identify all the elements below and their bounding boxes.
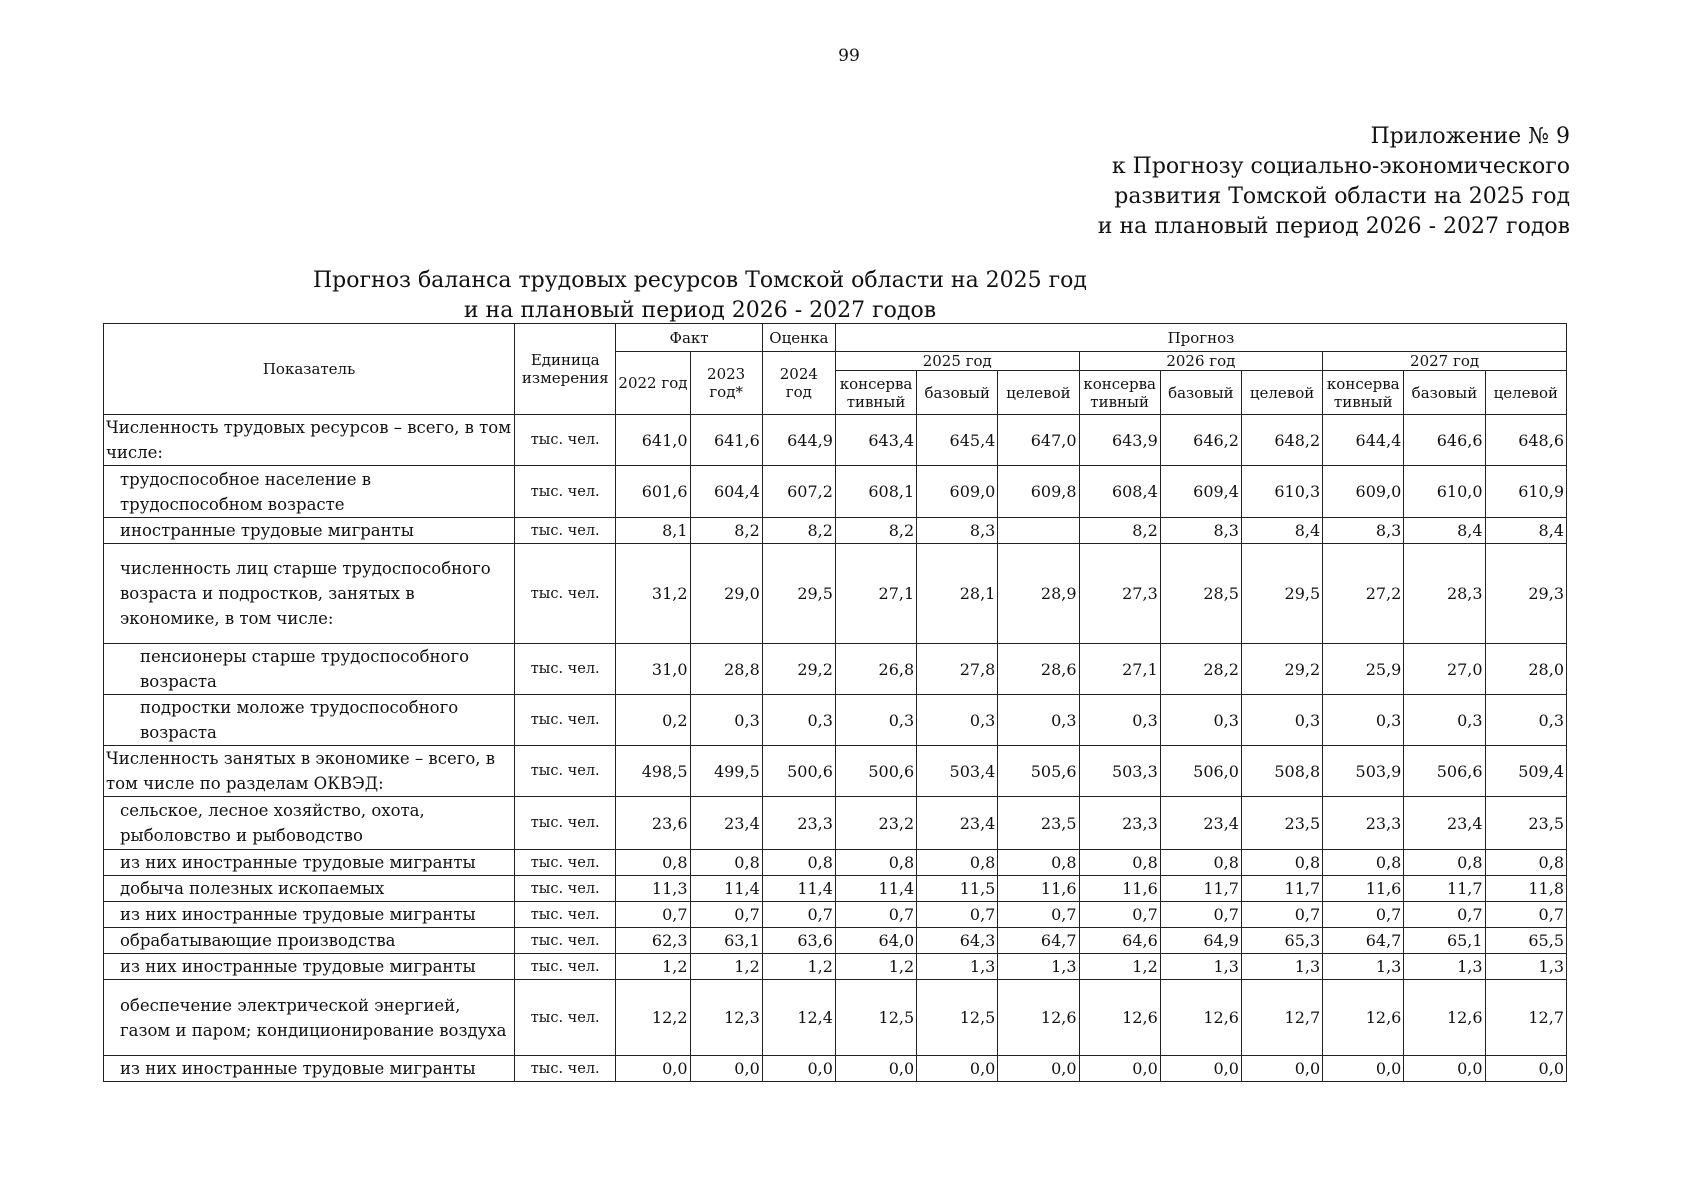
value-cell: 12,5 (835, 980, 916, 1056)
value-cell: 610,3 (1241, 466, 1322, 518)
value-cell: 0,0 (835, 1056, 916, 1082)
value-cell: 0,3 (1241, 695, 1322, 746)
header-2027: 2027 год (1323, 352, 1567, 371)
value-cell: 0,0 (998, 1056, 1079, 1082)
value-cell: 11,7 (1404, 876, 1485, 902)
value-cell: 8,4 (1241, 518, 1322, 544)
unit-cell: тыс. чел. (515, 1056, 616, 1082)
indicator-cell: обрабатывающие производства (104, 928, 515, 954)
value-cell: 64,9 (1160, 928, 1241, 954)
value-cell: 1,3 (1404, 954, 1485, 980)
value-cell: 63,1 (690, 928, 762, 954)
value-cell: 509,4 (1485, 746, 1566, 797)
value-cell: 11,8 (1485, 876, 1566, 902)
value-cell: 8,2 (690, 518, 762, 544)
table-row (104, 1056, 1567, 1082)
value-cell: 28,0 (1485, 644, 1566, 695)
value-cell: 0,7 (690, 902, 762, 928)
value-cell: 31,0 (616, 644, 690, 695)
value-cell: 27,0 (1404, 644, 1485, 695)
value-cell: 27,8 (917, 644, 998, 695)
value-cell: 645,4 (917, 415, 998, 466)
value-cell: 0,8 (690, 850, 762, 876)
value-cell: 23,3 (1323, 797, 1404, 850)
table-row (104, 902, 1567, 928)
appendix-line-2: к Прогнозу социально-экономического (1111, 154, 1570, 179)
value-cell: 0,0 (762, 1056, 835, 1082)
value-cell: 8,3 (917, 518, 998, 544)
value-cell: 0,7 (616, 902, 690, 928)
unit-cell: тыс. чел. (515, 980, 616, 1056)
value-cell: 0,3 (1323, 695, 1404, 746)
value-cell: 65,5 (1485, 928, 1566, 954)
value-cell: 601,6 (616, 466, 690, 518)
appendix-block (1098, 122, 1570, 242)
indicator-cell: Численность трудовых ресурсов – всего, в том числе: (104, 415, 515, 466)
value-cell: 608,1 (835, 466, 916, 518)
value-cell: 0,7 (998, 902, 1079, 928)
value-cell: 503,4 (917, 746, 998, 797)
value-cell: 0,7 (1079, 902, 1160, 928)
value-cell: 641,0 (616, 415, 690, 466)
value-cell: 23,4 (1404, 797, 1485, 850)
value-cell: 29,2 (762, 644, 835, 695)
table-row (104, 797, 1567, 850)
value-cell: 0,7 (1241, 902, 1322, 928)
value-cell: 1,3 (998, 954, 1079, 980)
value-cell: 0,3 (835, 695, 916, 746)
value-cell: 610,9 (1485, 466, 1566, 518)
value-cell: 646,6 (1404, 415, 1485, 466)
value-cell: 12,6 (1404, 980, 1485, 1056)
value-cell: 27,3 (1079, 544, 1160, 644)
value-cell: 0,7 (917, 902, 998, 928)
value-cell: 12,4 (762, 980, 835, 1056)
unit-cell: тыс. чел. (515, 902, 616, 928)
table-row (104, 644, 1567, 695)
value-cell: 12,6 (1079, 980, 1160, 1056)
value-cell: 0,3 (917, 695, 998, 746)
unit-cell: тыс. чел. (515, 415, 616, 466)
value-cell: 0,3 (998, 695, 1079, 746)
document-title (0, 266, 1400, 326)
value-cell: 8,1 (616, 518, 690, 544)
value-cell: 23,4 (917, 797, 998, 850)
table-row (104, 544, 1567, 644)
value-cell: 11,4 (835, 876, 916, 902)
header-2022: 2022 год (616, 352, 690, 415)
value-cell: 23,4 (690, 797, 762, 850)
value-cell: 503,3 (1079, 746, 1160, 797)
value-cell: 8,2 (835, 518, 916, 544)
value-cell: 64,0 (835, 928, 916, 954)
value-cell: 12,2 (616, 980, 690, 1056)
indicator-cell: пенсионеры старше трудоспособного возраста (104, 644, 515, 695)
value-cell: 0,0 (690, 1056, 762, 1082)
value-cell: 27,1 (835, 544, 916, 644)
value-cell: 609,0 (917, 466, 998, 518)
value-cell: 29,2 (1241, 644, 1322, 695)
value-cell: 8,4 (1485, 518, 1566, 544)
indicator-cell: трудоспособное население в трудоспособном возрасте (104, 466, 515, 518)
value-cell: 0,2 (616, 695, 690, 746)
value-cell: 27,2 (1323, 544, 1404, 644)
value-cell: 28,1 (917, 544, 998, 644)
value-cell: 0,3 (1160, 695, 1241, 746)
unit-cell: тыс. чел. (515, 954, 616, 980)
header-2026-conservative: консерва тивный (1079, 371, 1160, 415)
value-cell: 0,8 (1160, 850, 1241, 876)
value-cell: 29,3 (1485, 544, 1566, 644)
value-cell: 644,9 (762, 415, 835, 466)
value-cell (998, 518, 1079, 544)
unit-cell: тыс. чел. (515, 850, 616, 876)
table-row (104, 746, 1567, 797)
unit-cell: тыс. чел. (515, 544, 616, 644)
indicator-cell: подростки моложе трудоспособного возраста (104, 695, 515, 746)
value-cell: 0,0 (1323, 1056, 1404, 1082)
value-cell: 0,8 (835, 850, 916, 876)
value-cell: 643,9 (1079, 415, 1160, 466)
value-cell: 12,6 (1160, 980, 1241, 1056)
value-cell: 23,2 (835, 797, 916, 850)
unit-cell: тыс. чел. (515, 797, 616, 850)
value-cell: 0,3 (1485, 695, 1566, 746)
table-row (104, 954, 1567, 980)
value-cell: 0,0 (917, 1056, 998, 1082)
value-cell: 11,4 (690, 876, 762, 902)
value-cell: 12,7 (1485, 980, 1566, 1056)
value-cell: 0,3 (762, 695, 835, 746)
value-cell: 65,1 (1404, 928, 1485, 954)
value-cell: 11,6 (1079, 876, 1160, 902)
value-cell: 609,0 (1323, 466, 1404, 518)
value-cell: 506,0 (1160, 746, 1241, 797)
value-cell: 25,9 (1323, 644, 1404, 695)
value-cell: 11,4 (762, 876, 835, 902)
table-row (104, 466, 1567, 518)
value-cell: 11,5 (917, 876, 998, 902)
table-row (104, 928, 1567, 954)
value-cell: 12,6 (998, 980, 1079, 1056)
appendix-line-3: развития Томской области на 2025 год (1114, 184, 1570, 209)
table-row (104, 980, 1567, 1056)
value-cell: 1,2 (762, 954, 835, 980)
value-cell: 505,6 (998, 746, 1079, 797)
value-cell: 27,1 (1079, 644, 1160, 695)
table-row (104, 695, 1567, 746)
value-cell: 64,6 (1079, 928, 1160, 954)
value-cell: 0,7 (1323, 902, 1404, 928)
value-cell: 604,4 (690, 466, 762, 518)
value-cell: 64,3 (917, 928, 998, 954)
value-cell: 1,2 (835, 954, 916, 980)
value-cell: 64,7 (1323, 928, 1404, 954)
value-cell: 29,5 (1241, 544, 1322, 644)
value-cell: 610,0 (1404, 466, 1485, 518)
appendix-line-1: Приложение № 9 (1370, 124, 1570, 149)
value-cell: 23,3 (1079, 797, 1160, 850)
value-cell: 12,5 (917, 980, 998, 1056)
value-cell: 0,0 (616, 1056, 690, 1082)
value-cell: 8,4 (1404, 518, 1485, 544)
value-cell: 29,5 (762, 544, 835, 644)
value-cell: 1,3 (1241, 954, 1322, 980)
value-cell: 12,6 (1323, 980, 1404, 1056)
header-fact: Факт (616, 324, 762, 352)
header-2026-base: базовый (1160, 371, 1241, 415)
header-2026: 2026 год (1079, 352, 1323, 371)
value-cell: 8,2 (1079, 518, 1160, 544)
header-2024: 2024 год (762, 352, 835, 415)
value-cell: 0,0 (1160, 1056, 1241, 1082)
appendix-line-4: и на плановый период 2026 - 2027 годов (1097, 214, 1570, 239)
value-cell: 0,8 (1323, 850, 1404, 876)
value-cell: 11,6 (998, 876, 1079, 902)
value-cell: 12,7 (1241, 980, 1322, 1056)
indicator-cell: из них иностранные трудовые мигранты (104, 902, 515, 928)
unit-cell: тыс. чел. (515, 928, 616, 954)
table-header (104, 324, 1567, 415)
value-cell: 8,3 (1160, 518, 1241, 544)
value-cell: 11,7 (1160, 876, 1241, 902)
value-cell: 0,7 (1485, 902, 1566, 928)
value-cell: 28,3 (1404, 544, 1485, 644)
value-cell: 1,2 (616, 954, 690, 980)
value-cell: 607,2 (762, 466, 835, 518)
unit-cell: тыс. чел. (515, 746, 616, 797)
value-cell: 1,3 (1160, 954, 1241, 980)
header-2023: 2023 год* (690, 352, 762, 415)
value-cell: 0,8 (762, 850, 835, 876)
title-line-2: и на плановый период 2026 - 2027 годов (463, 298, 937, 323)
value-cell: 0,3 (1404, 695, 1485, 746)
value-cell: 1,3 (917, 954, 998, 980)
value-cell: 0,8 (1241, 850, 1322, 876)
value-cell: 1,3 (1323, 954, 1404, 980)
indicator-cell: Численность занятых в экономике – всего, в том числе по разделам ОКВЭД: (104, 746, 515, 797)
indicator-cell: численность лиц старше трудоспособного возраста и подростков, занятых в экономике, в том числе: (104, 544, 515, 644)
value-cell: 609,4 (1160, 466, 1241, 518)
value-cell: 506,6 (1404, 746, 1485, 797)
header-2025-conservative: консерва тивный (835, 371, 916, 415)
value-cell: 500,6 (762, 746, 835, 797)
value-cell: 0,0 (1079, 1056, 1160, 1082)
value-cell: 26,8 (835, 644, 916, 695)
value-cell: 23,3 (762, 797, 835, 850)
value-cell: 23,5 (1485, 797, 1566, 850)
indicator-cell: сельское, лесное хозяйство, охота, рыболовство и рыбоводство (104, 797, 515, 850)
value-cell: 64,7 (998, 928, 1079, 954)
value-cell: 503,9 (1323, 746, 1404, 797)
header-2025: 2025 год (835, 352, 1079, 371)
value-cell: 28,8 (690, 644, 762, 695)
value-cell: 508,8 (1241, 746, 1322, 797)
value-cell: 0,8 (998, 850, 1079, 876)
value-cell: 0,8 (1404, 850, 1485, 876)
header-indicator: Показатель (104, 324, 515, 415)
value-cell: 65,3 (1241, 928, 1322, 954)
value-cell: 644,4 (1323, 415, 1404, 466)
value-cell: 63,6 (762, 928, 835, 954)
value-cell: 8,3 (1323, 518, 1404, 544)
labor-balance-table (103, 323, 1567, 1082)
value-cell: 498,5 (616, 746, 690, 797)
value-cell: 11,3 (616, 876, 690, 902)
value-cell: 0,8 (616, 850, 690, 876)
value-cell: 1,2 (1079, 954, 1160, 980)
value-cell: 23,6 (616, 797, 690, 850)
value-cell: 0,0 (1404, 1056, 1485, 1082)
value-cell: 646,2 (1160, 415, 1241, 466)
value-cell: 647,0 (998, 415, 1079, 466)
header-forecast: Прогноз (835, 324, 1566, 352)
table-row (104, 876, 1567, 902)
value-cell: 0,7 (1404, 902, 1485, 928)
unit-cell: тыс. чел. (515, 695, 616, 746)
header-2027-base: базовый (1404, 371, 1485, 415)
value-cell: 28,5 (1160, 544, 1241, 644)
value-cell: 31,2 (616, 544, 690, 644)
header-2025-target: целевой (998, 371, 1079, 415)
header-2027-conservative: консерва тивный (1323, 371, 1404, 415)
value-cell: 0,7 (1160, 902, 1241, 928)
value-cell: 23,4 (1160, 797, 1241, 850)
title-line-1: Прогноз баланса трудовых ресурсов Томской области на 2025 год (313, 268, 1087, 293)
value-cell: 0,7 (835, 902, 916, 928)
value-cell: 29,0 (690, 544, 762, 644)
value-cell: 23,5 (1241, 797, 1322, 850)
value-cell: 0,7 (762, 902, 835, 928)
value-cell: 609,8 (998, 466, 1079, 518)
unit-cell: тыс. чел. (515, 518, 616, 544)
value-cell: 0,3 (690, 695, 762, 746)
table-row (104, 518, 1567, 544)
header-unit: Единица измерения (515, 324, 616, 415)
value-cell: 641,6 (690, 415, 762, 466)
value-cell: 8,2 (762, 518, 835, 544)
value-cell: 499,5 (690, 746, 762, 797)
value-cell: 648,6 (1485, 415, 1566, 466)
value-cell: 0,8 (917, 850, 998, 876)
value-cell: 28,6 (998, 644, 1079, 695)
unit-cell: тыс. чел. (515, 876, 616, 902)
indicator-cell: иностранные трудовые мигранты (104, 518, 515, 544)
indicator-cell: из них иностранные трудовые мигранты (104, 954, 515, 980)
value-cell: 0,8 (1485, 850, 1566, 876)
value-cell: 11,6 (1323, 876, 1404, 902)
value-cell: 0,3 (1079, 695, 1160, 746)
indicator-cell: добыча полезных ископаемых (104, 876, 515, 902)
table-row (104, 850, 1567, 876)
value-cell: 1,3 (1485, 954, 1566, 980)
value-cell: 1,2 (690, 954, 762, 980)
value-cell: 28,2 (1160, 644, 1241, 695)
indicator-cell: из них иностранные трудовые мигранты (104, 1056, 515, 1082)
header-2025-base: базовый (917, 371, 998, 415)
indicator-cell: из них иностранные трудовые мигранты (104, 850, 515, 876)
value-cell: 0,0 (1485, 1056, 1566, 1082)
value-cell: 0,0 (1241, 1056, 1322, 1082)
value-cell: 643,4 (835, 415, 916, 466)
value-cell: 608,4 (1079, 466, 1160, 518)
header-2026-target: целевой (1241, 371, 1322, 415)
table-row (104, 415, 1567, 466)
header-2027-target: целевой (1485, 371, 1566, 415)
value-cell: 11,7 (1241, 876, 1322, 902)
page-number: 99 (838, 46, 860, 66)
value-cell: 500,6 (835, 746, 916, 797)
value-cell: 62,3 (616, 928, 690, 954)
header-estimate: Оценка (762, 324, 835, 352)
value-cell: 0,8 (1079, 850, 1160, 876)
unit-cell: тыс. чел. (515, 644, 616, 695)
value-cell: 28,9 (998, 544, 1079, 644)
value-cell: 648,2 (1241, 415, 1322, 466)
table-body (104, 415, 1567, 1082)
value-cell: 23,5 (998, 797, 1079, 850)
unit-cell: тыс. чел. (515, 466, 616, 518)
value-cell: 12,3 (690, 980, 762, 1056)
indicator-cell: обеспечение электрической энергией, газом и паром; кондиционирование воздуха (104, 980, 515, 1056)
